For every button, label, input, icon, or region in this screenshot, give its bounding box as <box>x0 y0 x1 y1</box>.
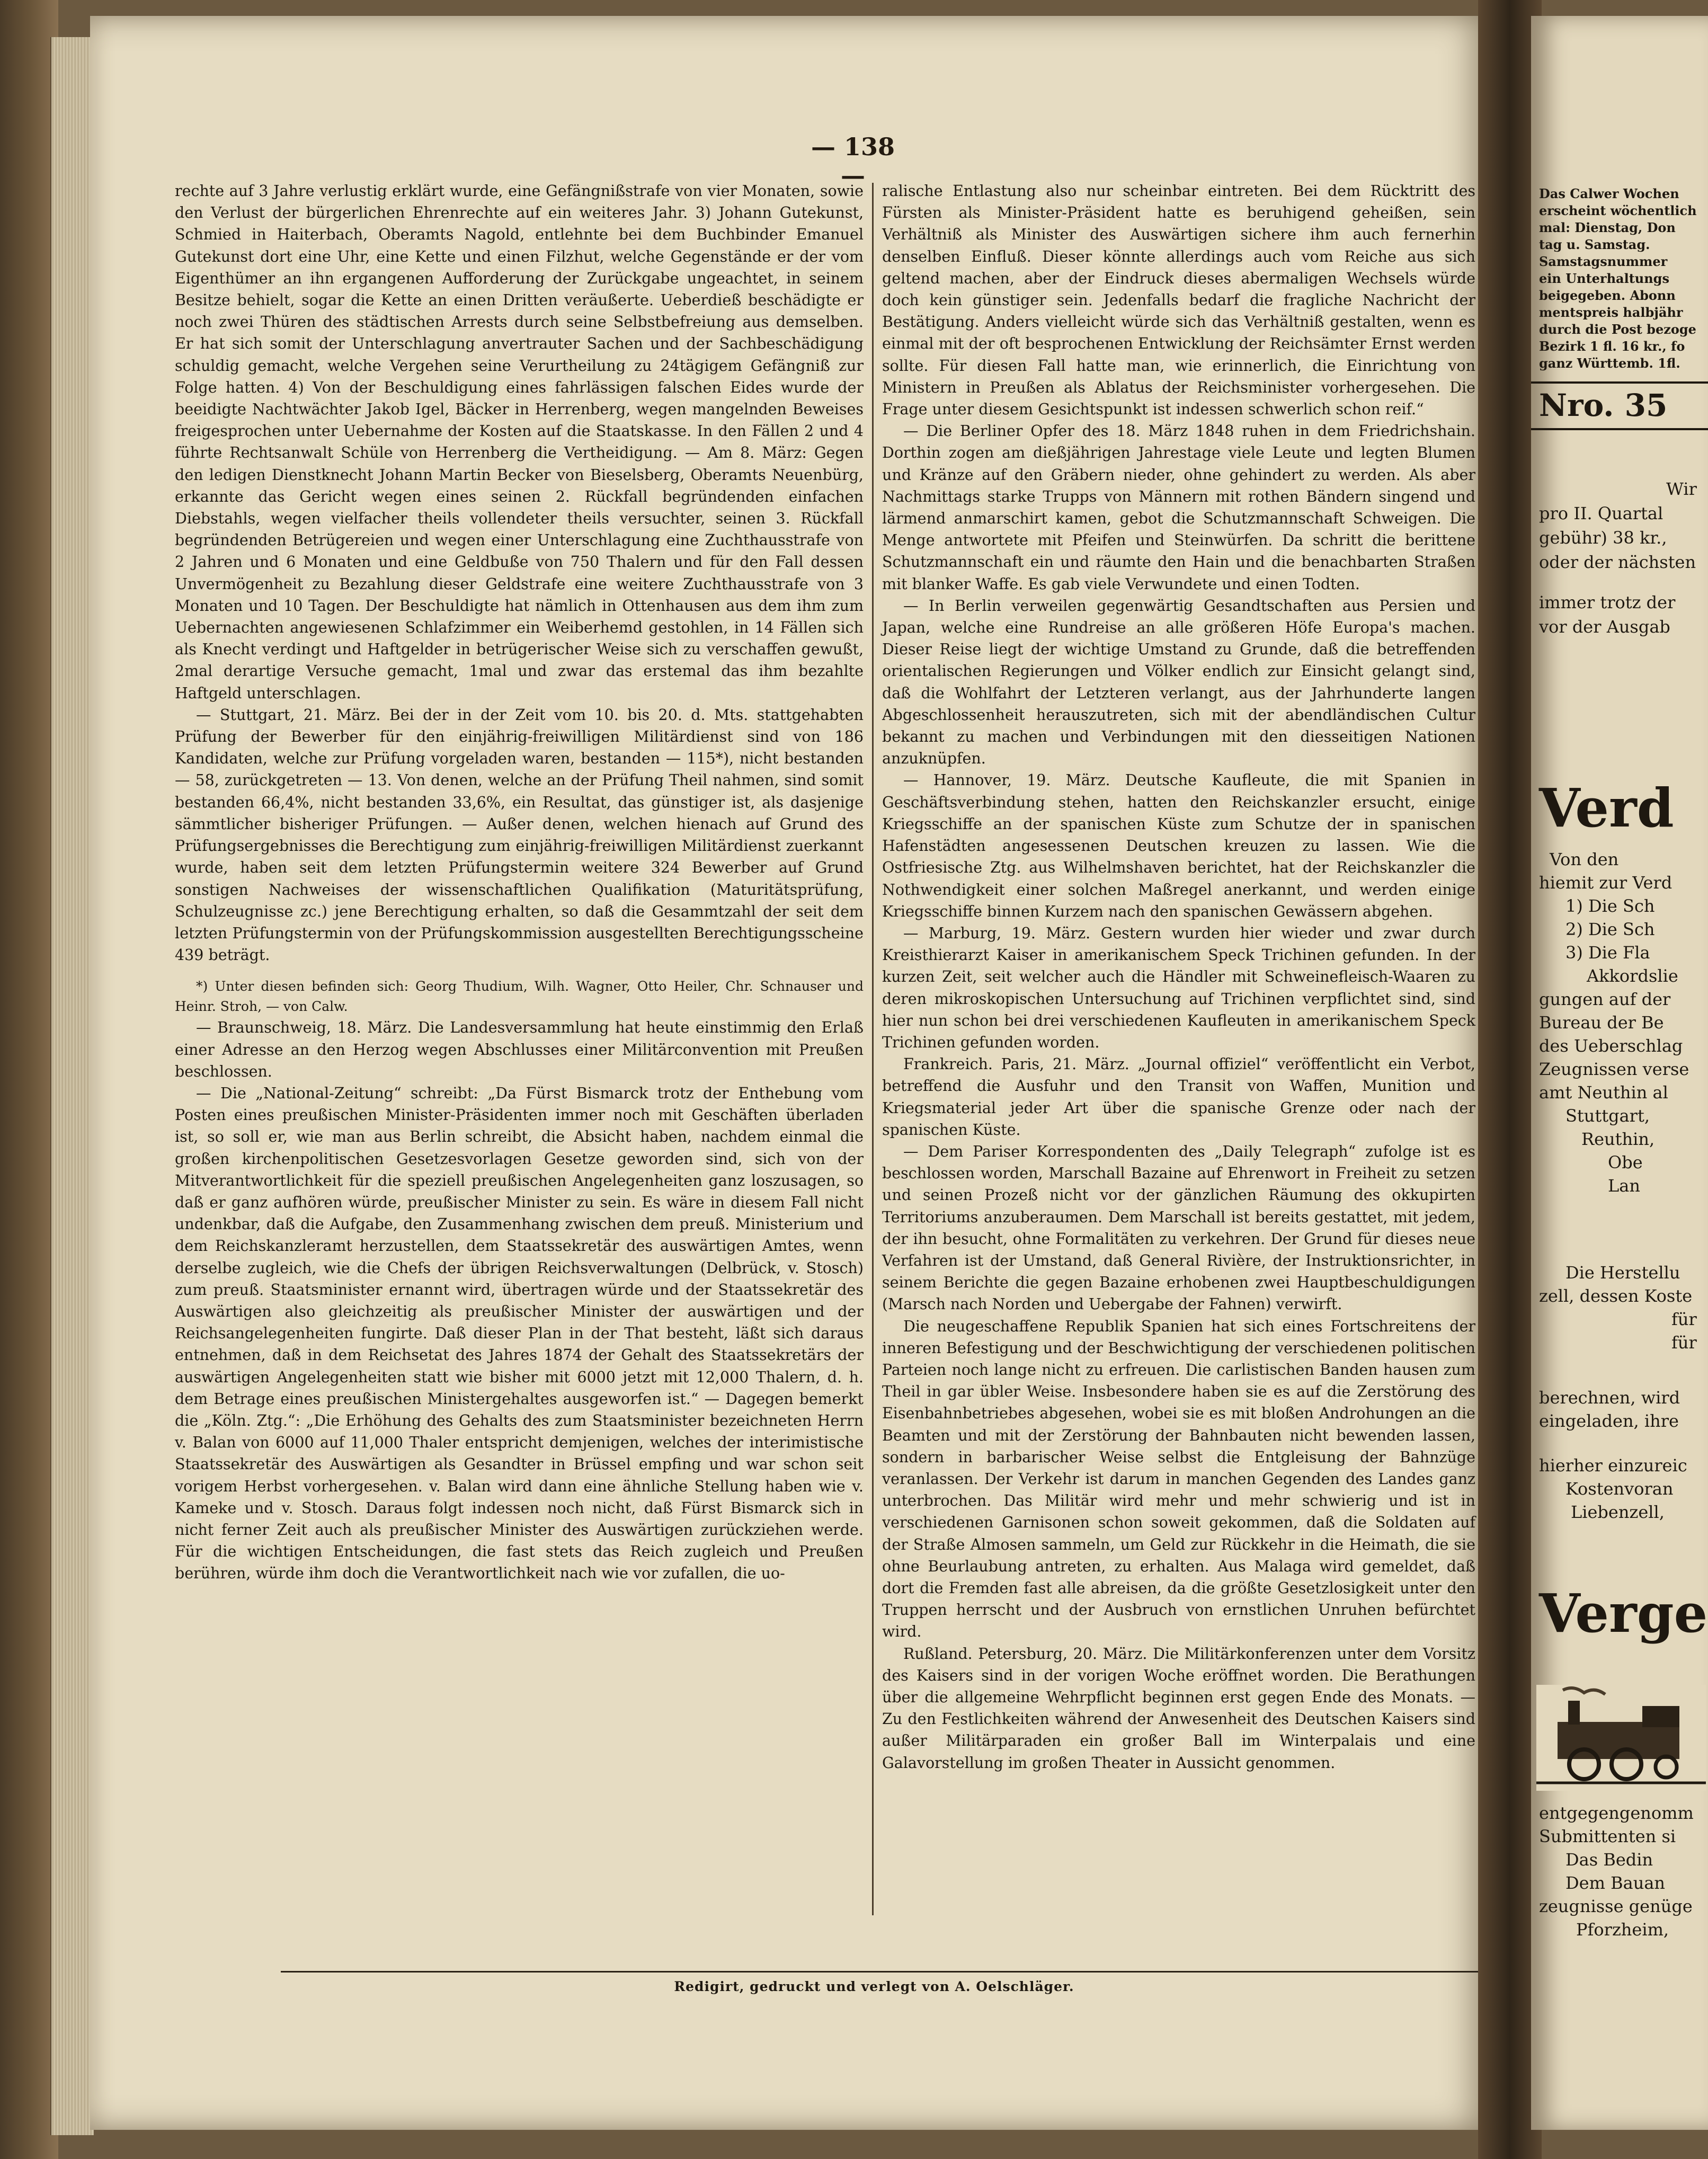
article-national-zeitung: — Die „National-Zeitung“ schreibt: „Da Fürst Bismarck trotz der Enthebung vom Posten eines preußischen Minister-Präsidenten immer noch mit Geschäften überladen ist, so soll er, wie man aus Berlin schreibt, die Absicht haben, nachdem einmal die großen kirchenpolitischen Gesetzesvorlagen Gesetze geworden sind, sich von der Mitverantwortlichkeit für die speziell preußischen Angelegenheiten ganz loszusagen, so daß er ganz aufhören würde, preußischer Minister zu sein. Es wäre in diesem Fall nicht undenkbar, daß die Aufgabe, den Zusammenhang zwischen dem preuß. Ministerium und dem Reichskanzleramt herzustellen, dem Staatssekretär des auswärtigen Amtes, wenn derselbe zugleich, wie die Chefs der übrigen Reichsverwaltungen (Delbrück, v. Stosch) zum preuß. Staatsminister ernannt wird, übertragen würde und der Staatssekretär des Auswärtigen also gleichzeitig als preußischer Minister der auswärtigen und der Reichsangelegenheiten fungirte. Daß dieser Plan in der That besteht, läßt sich daraus entnehmen, daß in dem Reichsetat des Jahres 1874 der Gehalt des Staatssekretärs der auswärtigen Angelegenheiten statt wie bisher mit 6000 jetzt mit 12,000 Thalern, d. h. dem Betrage eines preußischen Ministergehaltes ausgeworfen ist.“ — Dagegen bemerkt die „Köln. Ztg.“: „Die Erhöhung des Gehalts des zum Staatsminister bezeichneten Herrn v. Balan von 6000 auf 11,000 Thaler entspricht demjenigen, welches der interimistische Staatssekretär des Auswärtigen als Gesandter in Brüssel empfing und war schon seit vorigem Herbst vorhergesehen. v. Balan wird dann eine ähnliche Stellung haben wie v. Kameke und v. Stosch. Daraus folgt indessen noch nicht, daß Fürst Bismarck sich in nicht ferner Zeit auch als preußischer Minister des Auswärtigen zurückziehen werde. Für die wichtigen Entscheidungen, die fast stets das Reich zugleich und Preußen berühren, würde ihm doch die Verantwortlichkeit nach wie vor zufallen, die uo- <box>175 1084 864 1583</box>
book-spine-left <box>0 0 58 2159</box>
headline-verge: Verge <box>1539 1582 1708 1645</box>
notice-line: gebühr) 38 kr., <box>1539 528 1667 548</box>
adjacent-header <box>1539 185 1708 372</box>
section-line: hierher einzureic <box>1539 1455 1687 1476</box>
section-line: Bureau der Be <box>1539 1012 1664 1033</box>
header-line: ein Unterhaltungs <box>1539 271 1669 286</box>
section-line: Lan <box>1608 1176 1640 1196</box>
section-line: zell, dessen Koste <box>1539 1286 1693 1306</box>
headline-verd: Verd <box>1539 777 1674 839</box>
notice-line: vor der Ausgab <box>1539 617 1670 637</box>
section-line: hiemit zur Verd <box>1539 873 1673 893</box>
left-column <box>175 180 864 1585</box>
footnote: *) Unter diesen befinden sich: Georg Thudium, Wilh. Wagner, Otto Heiler, Chr. Schnauser und Heinr. Stroh, — von Calw. <box>175 979 864 1015</box>
article-stuttgart: — Stuttgart, 21. März. Bei der in der Zeit vom 10. bis 20. d. Mts. stattgehabten Prüfung der Bewerber für den einjährig-freiwilligen Militärdienst sind von 186 Kandidaten, welche zur Prüfung vorgeladen waren, bestanden — 115*), nicht bestanden — 58, zurückgetreten — 13. Von denen, welche an der Prüfung Theil nahmen, sind somit bestanden 66,4%, nicht bestanden 33,6%, ein Resultat, das günstiger ist, als dasjenige sämmtlicher bisheriger Prüfungen. — Außer denen, welchen hienach auf Grund des Prüfungsergebnisses die Berechtigung zum einjährig-freiwilligen Militärdienst zuerkannt wurde, haben seit dem letzten Prüfungstermin weitere 324 Bewerber auf Grund sonstigen Nachweises der wissenschaftlichen Qualifikation (Maturitätsprüfung, Schulzeugnisse zc.) jene Berechtigung erhalten, so daß die Gesammtzahl der seit dem letzten Prüfungstermin von der Prüfungskommission ausgestellten Berechtigungsscheine 439 beträgt. <box>175 706 864 964</box>
section-line: Dem Bauan <box>1565 1873 1665 1893</box>
page-edges <box>50 37 94 2135</box>
locomotive-illustration <box>1536 1685 1706 1791</box>
header-line: Das Calwer Wochen <box>1539 186 1679 201</box>
section-line: Akkordslie <box>1587 966 1678 986</box>
section-line: Zeugnissen verse <box>1539 1059 1689 1079</box>
notice-line: immer trotz der <box>1539 592 1676 612</box>
header-line: durch die Post bezoge <box>1539 322 1696 337</box>
header-line: erscheint wöchentlich <box>1539 203 1697 218</box>
adjacent-page <box>1531 16 1708 2130</box>
adjacent-section-2 <box>1539 1261 1708 1524</box>
rule <box>1531 381 1708 384</box>
column-divider <box>872 183 874 1915</box>
article-frankreich: Frankreich. Paris, 21. März. „Journal offiziel“ veröffentlicht ein Verbot, betreffend die Ausfuhr und den Transit von Waffen, Munition und Kriegsmaterial jeder Art über die spanische Grenze oder nach der spanischen Küste. <box>882 1055 1475 1139</box>
section-line: Das Bedin <box>1565 1850 1653 1870</box>
section-line: entgegengenomm <box>1539 1803 1694 1823</box>
section-line: Submittenten si <box>1539 1826 1676 1846</box>
adjacent-section-3 <box>1539 1801 1708 1941</box>
section-line: Von den <box>1550 849 1619 869</box>
section-line: Obe <box>1608 1152 1643 1172</box>
section-line: Die Herstellu <box>1565 1263 1680 1283</box>
section-line: amt Neuthin al <box>1539 1082 1668 1103</box>
section-line: Pforzheim, <box>1576 1920 1669 1940</box>
section-line: berechnen, wird <box>1539 1388 1680 1408</box>
header-line: ganz Württemb. 1fl. <box>1539 356 1680 371</box>
header-line: tag u. Samstag. <box>1539 237 1650 252</box>
notice-line: oder der nächsten <box>1539 552 1696 572</box>
section-line: des Ueberschlag <box>1539 1036 1683 1056</box>
page-number: — 138 — <box>811 132 895 190</box>
article-spanien: Die neugeschaffene Republik Spanien hat sich eines Fortschreitens der inneren Befestigung und der Beschwichtigung der verschiedenen politischen Parteien noch lange nicht zu erfreuen. Die carlistischen Banden hausen zum Theil in gar übler Weise. Insbesondere haben sie es auf die Zerstörung des Eisenbahnbetriebes abgesehen, wobei sie es mit bloßen Androhungen an die Beamten und mit der Zerstörung der Bahnbauten nicht bewenden lassen, sondern in barbarischer Weise selbst die Entgleisung der Bahnzüge veranlassen. Der Verkehr ist darum in manchen Gegenden des Landes ganz unterbrochen. Das Militär wird mehr und mehr schwierig und ist in verschiedenen Garnisonen schon soweit gekommen, daß die Soldaten auf der Straße Almosen sammeln, um Geld zur Rückkehr in die Heimath, die sie ohne Beurlaubung antreten, zu erhalten. Aus Malaga wird gemeldet, daß dort die Fremden fast alle abreisen, da die größte Gesetzlosigkeit unter den Truppen herrscht und der Ausbruch von ernstlichen Unruhen befürchtet wird. <box>882 1317 1475 1641</box>
article-hannover: — Hannover, 19. März. Deutsche Kaufleute, die mit Spanien in Geschäftsverbindung stehen, hatten den Reichskanzler ersucht, einige Kriegsschiffe an der spanischen Küste zum Schutze der in spanischen Hafenstädten angesessenen Deutschen kreuzen zu lassen. Wie die Ostfriesische Ztg. aus Wilhelmshaven berichtet, hat der Reichskanzler die Nothwendigkeit einer solchen Maßregel anerkannt, und werden einige Kriegsschiffe binnen Kurzem nach den spanischen Gewässern abgehen. <box>882 771 1475 920</box>
section-line: zeugnisse genüge <box>1539 1896 1693 1916</box>
header-line: Samstagsnummer <box>1539 254 1668 269</box>
article-braunschweig: — Braunschweig, 18. März. Die Landesversammlung hat heute einstimmig den Erlaß einer Adresse an den Herzog wegen Abschlusses einer Militärconvention mit Preußen beschlossen. <box>175 1019 864 1080</box>
section-line: 1) Die Sch <box>1565 896 1655 916</box>
article-marburg: — Marburg, 19. März. Gestern wurden hier wieder und zwar durch Kreisthierarzt Kaiser in amerikanischem Speck Trichinen gefunden. In der kurzen Zeit, seit welcher auch die Händler mit Schweinefleisch-Waaren zu deren mikroskopischen Untersuchung auf Trichinen verpflichtet sind, sind hier nun schon bei drei verschiedenen Kaufleuten in amerikanischem Speck Trichinen gefunden worden. <box>882 924 1475 1051</box>
article-berlin-opfer: — Die Berliner Opfer des 18. März 1848 ruhen in dem Friedrichshain. Dorthin zogen am dießjährigen Jahrestage viele Leute und legten Blumen und Kränze auf den Gräbern nieder, ohne gehindert zu werden. Als aber Nachmittags starke Trupps von Männern mit rothen Bändern singend und lärmend anmarschirt kamen, gebot die Schutzmannschaft Schweigen. Die Menge antwortete mit Pfeifen und Steinwürfen. Da schritt die berittene Schutzmannschaft ein und räumte den Hain und die benachbarten Straßen mit blanker Waffe. Es gab viele Verwundete und einen Todten. <box>882 422 1475 593</box>
rule <box>1531 428 1708 430</box>
notice-line: pro II. Quartal <box>1539 503 1663 523</box>
section-line: 3) Die Fla <box>1565 943 1650 963</box>
section-line: Reuthin, <box>1581 1129 1655 1149</box>
article-text: rechte auf 3 Jahre verlustig erklärt wurde, eine Gefängnißstrafe von vier Monaten, sowie den Verlust der bürgerlichen Ehrenrechte auf ein weiteres Jahr. 3) Johann Gutekunst, Schmied in Haiterbach, Oberamts Nagold, entlehnte bei dem Buchbinder Emanuel Gutekunst dort eine Uhr, eine Kette und einen Filzhut, welche Gegenstände er der vom Eigenthümer an ihn ergangenen Aufforderung der Zurückgabe ungeachtet, in seinem Besitze behielt, sogar die Kette an einen Dritten veräußerte. Ueberdieß beschädigte er noch zwei Thüren des städtischen Arrests durch seine Selbstbefreiung aus demselben. Er hat sich somit der Unterschlagung anvertrauter Sachen und der Sachbeschädigung schuldig gemacht, welche Vergehen seine Verurtheilung zu 24tägigem Gefängniß zur Folge hatten. 4) Von der Beschuldigung eines fahrlässigen falschen Eides wurde der beeidigte Nachtwächter Jakob Igel, Bäcker in Herrenberg, wegen mangelnden Beweises freigesprochen unter Uebernahme der Kosten auf die Staatskasse. In den Fällen 2 und 4 führte Rechtsanwalt Schüle von Herrenberg die Vertheidigung. — Am 8. März: Gegen den ledigen Dienstknecht Johann Martin Becker von Bieselsberg, Oberamts Neuenbürg, erkannte das Gericht wegen eines seinen 2. Rückfall begründenden einfachen Diebstahls, wegen vielfacher theils vollendeter theils versuchter, seinen 3. Rückfall begründenden Betrügereien und wegen einer Unterschlagung eine Zuchthausstrafe von 2 Jahren und 6 Monaten und eine Geldbuße von 750 Thalern und für den Fall dessen Unvermögenheit zu Bezahlung dieser Geldstrafe eine weitere Zuchthausstrafe von 3 Monaten und 10 Tagen. Der Beschuldigte hat nämlich in Ottenhausen aus dem ihm zum Uebernachten angewiesenen Schlafzimmer ein Weiberhemd gestohlen, in 14 Fällen sich als Knecht verdingt und Haftgelder in betrügerischer Weise sich zu verschaffen gewußt, 2mal derartige Versuche gemacht, 1mal und zwar das erstemal das ihm bezahlte Haftgeld unterschlagen. <box>175 182 864 702</box>
header-line: beigegeben. Abonn <box>1539 288 1676 303</box>
section-line: Kostenvoran <box>1565 1479 1674 1499</box>
section-line: eingeladen, ihre <box>1539 1411 1679 1431</box>
section-line: Stuttgart, <box>1565 1106 1650 1126</box>
section-line: gungen auf der <box>1539 989 1671 1009</box>
right-column <box>882 180 1475 1774</box>
article-berlin-gesandtschaften: — In Berlin verweilen gegenwärtig Gesandtschaften aus Persien und Japan, welche eine Rundreise an alle größeren Höfe Europa's machen. Dieser Reise liegt der wichtige Umstand zu Grunde, daß die betreffenden orientalischen Regierungen und Völker endlich zur Einsicht gelangt sind, daß die Wohlfahrt der Letzteren verlangt, aus der Jahrhunderte langen Abgeschlossenheit herauszutreten, sich mit der abendländischen Cultur bekannt zu machen und Verbindungen mit den diesseitigen Nationen anzuknüpfen. <box>882 597 1475 768</box>
adjacent-section-1 <box>1539 848 1708 1197</box>
notice-line: Wir <box>1666 479 1697 499</box>
article-bazaine: — Dem Pariser Korrespondenten des „Daily Telegraph“ zufolge ist es beschlossen worden, Marschall Bazaine auf Ehrenwort in Freiheit zu setzen und seinen Prozeß nicht vor der gänzlichen Räumung des okkupirten Territoriums anzuberaumen. Dem Marschall ist bereits gestattet, mit jedem, der ihn besucht, ohne Formalitäten zu verkehren. Der Grund für dieses neue Verfahren ist der Umstand, daß General Rivière, der Instruktionsrichter, in seinem Berichte die gegen Bazaine erhobenen zwei Hauptbeschuldigungen (Marsch nach Norden und Uebergabe der Fahnen) verwirft. <box>882 1142 1475 1313</box>
section-line: Liebenzell, <box>1571 1502 1665 1522</box>
header-line: Bezirk 1 fl. 16 kr., fo <box>1539 339 1685 354</box>
bottom-rule <box>281 1971 1483 1973</box>
adjacent-notice <box>1539 477 1708 639</box>
header-line: mentspreis halbjähr <box>1539 305 1683 320</box>
section-line: für <box>1671 1332 1697 1353</box>
section-line: für <box>1671 1309 1697 1329</box>
header-line: mal: Dienstag, Don <box>1539 220 1676 235</box>
imprint: Redigirt, gedruckt und verlegt von A. Oelschläger. <box>674 1979 1074 1994</box>
article-text: ralische Entlastung also nur scheinbar eintreten. Bei dem Rücktritt des Fürsten als Minister-Präsident hatte es beruhigend geheißen, sein Verhältniß als Minister des Auswärtigen sichere ihm auch fernerhin denselben Einfluß. Dieser könnte allerdings auch vom Reiche aus sich geltend machen, aber der Eindruck dieses abermaligen Wechsels würde doch kein günstiger sein. Jedenfalls bedarf die fragliche Nachricht der Bestätigung. Anders vielleicht würde sich das Verhältniß gestalten, wenn es einmal mit der oft besprochenen Entwicklung der Reichsämter Ernst werden sollte. Für diesen Fall hatte man, wie erinnerlich, die Einrichtung von Ministern in Preußen als Ablatus der Reichsminister vorhergesehen. Die Frage unter diesem Gesichtspunkt ist indessen schwerlich schon reif.“ <box>882 182 1475 419</box>
section-line: 2) Die Sch <box>1565 919 1655 939</box>
article-russland: Rußland. Petersburg, 20. März. Die Militärkonferenzen unter dem Vorsitz des Kaisers sind in der vorigen Woche eröffnet worden. Die Berathungen über die allgemeine Wehrpflicht beginnen erst gegen Ende des Monats. — Zu den Festlichkeiten während der Anwesenheit des Deutschen Kaisers sind außer Militärparaden ein großer Ball im Winterpalais und eine Galavorstellung im großen Theater in Aussicht genommen. <box>882 1645 1475 1772</box>
issue-number: Nro. 35 <box>1539 387 1668 423</box>
